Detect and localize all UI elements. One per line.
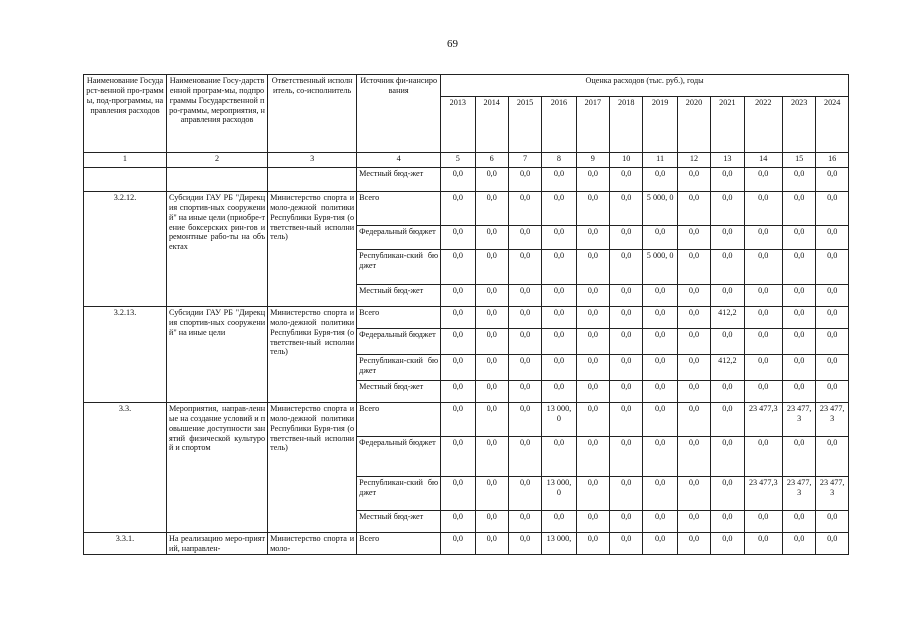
value-cell: 0,0 <box>576 355 609 381</box>
column-number: 13 <box>711 153 744 168</box>
value-cell: 0,0 <box>610 192 643 226</box>
value-cell: 0,0 <box>610 437 643 477</box>
value-cell: 23 477,3 <box>744 477 782 511</box>
row-code: 3.3. <box>84 403 167 533</box>
row-code: 3.3.1. <box>84 533 167 555</box>
funding-source: Всего <box>357 192 441 226</box>
value-cell: 0,0 <box>542 250 576 285</box>
value-cell: 0,0 <box>542 329 576 355</box>
value-cell: 0,0 <box>816 226 849 250</box>
value-cell: 0,0 <box>643 511 677 533</box>
value-cell: 0,0 <box>816 192 849 226</box>
value-cell: 0,0 <box>441 477 475 511</box>
year-header: 2014 <box>475 97 508 153</box>
row-activity-name: На реализацию меро-приятий, направлен- <box>166 533 267 555</box>
value-cell: 0,0 <box>744 511 782 533</box>
year-header: 2020 <box>677 97 710 153</box>
value-cell: 0,0 <box>542 381 576 403</box>
value-cell: 0,0 <box>441 168 475 192</box>
value-cell: 23 477, 3 <box>816 403 849 437</box>
column-number: 7 <box>508 153 541 168</box>
value-cell: 0,0 <box>508 307 541 329</box>
value-cell: 0,0 <box>816 355 849 381</box>
funding-source: Местный бюд-жет <box>357 285 441 307</box>
value-cell: 0,0 <box>576 192 609 226</box>
value-cell: 0,0 <box>744 168 782 192</box>
value-cell: 0,0 <box>782 437 815 477</box>
value-cell: 0,0 <box>475 381 508 403</box>
row-activity-name: Субсидии ГАУ РБ "Дирекция спортив-ных сооружений" на иные цели (приобре-тение боксерских рин-гов и ремонтные рабо-ты на объектах <box>166 192 267 307</box>
value-cell: 0,0 <box>677 533 710 555</box>
value-cell: 0,0 <box>711 511 744 533</box>
value-cell: 0,0 <box>542 168 576 192</box>
value-cell: 0,0 <box>475 192 508 226</box>
value-cell: 0,0 <box>816 511 849 533</box>
value-cell: 412,2 <box>711 307 744 329</box>
value-cell: 0,0 <box>711 226 744 250</box>
value-cell: 0,0 <box>782 168 815 192</box>
value-cell: 0,0 <box>508 192 541 226</box>
value-cell: 0,0 <box>441 226 475 250</box>
row-activity-name <box>166 168 267 192</box>
value-cell: 0,0 <box>677 307 710 329</box>
value-cell: 0,0 <box>610 533 643 555</box>
column-number: 9 <box>576 153 609 168</box>
value-cell: 0,0 <box>576 477 609 511</box>
value-cell: 0,0 <box>744 250 782 285</box>
value-cell: 0,0 <box>643 533 677 555</box>
year-header: 2019 <box>643 97 677 153</box>
value-cell: 0,0 <box>610 477 643 511</box>
value-cell: 0,0 <box>441 403 475 437</box>
value-cell: 0,0 <box>475 250 508 285</box>
value-cell: 0,0 <box>816 250 849 285</box>
value-cell: 0,0 <box>576 307 609 329</box>
funding-source: Всего <box>357 403 441 437</box>
row-executor: Министерство спорта и моло-дежной политики Республики Буря-тия (ответствен-ный исполнитель) <box>268 403 357 533</box>
column-number: 4 <box>357 153 441 168</box>
value-cell: 0,0 <box>816 329 849 355</box>
value-cell: 0,0 <box>711 437 744 477</box>
value-cell: 0,0 <box>610 511 643 533</box>
value-cell: 0,0 <box>441 437 475 477</box>
column-number: 14 <box>744 153 782 168</box>
year-header: 2024 <box>816 97 849 153</box>
value-cell: 0,0 <box>508 533 541 555</box>
column-number: 16 <box>816 153 849 168</box>
value-cell: 0,0 <box>508 381 541 403</box>
value-cell: 0,0 <box>643 437 677 477</box>
value-cell: 23 477,3 <box>744 403 782 437</box>
table-row <box>84 533 849 555</box>
value-cell: 0,0 <box>711 329 744 355</box>
value-cell: 0,0 <box>441 250 475 285</box>
column-number: 8 <box>542 153 576 168</box>
value-cell: 0,0 <box>576 381 609 403</box>
value-cell: 0,0 <box>475 403 508 437</box>
value-cell: 0,0 <box>744 226 782 250</box>
value-cell: 0,0 <box>508 285 541 307</box>
value-cell: 0,0 <box>576 329 609 355</box>
value-cell: 0,0 <box>576 533 609 555</box>
value-cell: 0,0 <box>576 285 609 307</box>
row-code <box>84 168 167 192</box>
column-number: 10 <box>610 153 643 168</box>
value-cell: 0,0 <box>711 403 744 437</box>
funding-source: Федеральный бюджет <box>357 437 441 477</box>
year-header: 2016 <box>542 97 576 153</box>
value-cell: 0,0 <box>711 250 744 285</box>
funding-source: Федеральный бюджет <box>357 329 441 355</box>
value-cell: 0,0 <box>610 403 643 437</box>
funding-source: Местный бюд-жет <box>357 168 441 192</box>
value-cell: 0,0 <box>475 477 508 511</box>
value-cell: 0,0 <box>643 381 677 403</box>
value-cell: 0,0 <box>508 250 541 285</box>
row-activity-name: Субсидии ГАУ РБ "Дирекция спортив-ных сооружений" на иные цели <box>166 307 267 403</box>
value-cell: 0,0 <box>816 285 849 307</box>
header-activity: Наименование Госу-дарственной програм-мы, подпрограммы Государственной про-граммы, мероприятия, направления расходов <box>166 75 267 153</box>
header-program: Наименование Государст-венной про-граммы, под-программы, направления расходов <box>84 75 167 153</box>
value-cell: 0,0 <box>744 355 782 381</box>
value-cell: 0,0 <box>677 477 710 511</box>
value-cell: 0,0 <box>816 437 849 477</box>
value-cell: 0,0 <box>744 285 782 307</box>
value-cell: 0,0 <box>744 329 782 355</box>
value-cell: 0,0 <box>711 477 744 511</box>
value-cell: 0,0 <box>441 533 475 555</box>
value-cell: 0,0 <box>576 168 609 192</box>
value-cell: 0,0 <box>782 226 815 250</box>
value-cell: 0,0 <box>744 437 782 477</box>
value-cell: 0,0 <box>816 307 849 329</box>
value-cell: 0,0 <box>816 533 849 555</box>
value-cell: 0,0 <box>782 307 815 329</box>
value-cell: 0,0 <box>610 329 643 355</box>
column-number: 3 <box>268 153 357 168</box>
value-cell: 0,0 <box>782 192 815 226</box>
funding-source: Местный бюд-жет <box>357 381 441 403</box>
value-cell: 0,0 <box>816 168 849 192</box>
value-cell: 0,0 <box>782 381 815 403</box>
value-cell: 0,0 <box>508 329 541 355</box>
value-cell: 0,0 <box>542 355 576 381</box>
funding-source: Всего <box>357 307 441 329</box>
value-cell: 0,0 <box>508 511 541 533</box>
column-number: 15 <box>782 153 815 168</box>
value-cell: 0,0 <box>643 355 677 381</box>
column-number: 6 <box>475 153 508 168</box>
value-cell: 0,0 <box>782 285 815 307</box>
value-cell: 0,0 <box>475 355 508 381</box>
value-cell: 13 000, 0 <box>542 477 576 511</box>
value-cell: 0,0 <box>475 226 508 250</box>
value-cell: 0,0 <box>441 192 475 226</box>
value-cell: 0,0 <box>677 329 710 355</box>
value-cell: 23 477, 3 <box>782 403 815 437</box>
value-cell: 0,0 <box>643 226 677 250</box>
value-cell: 0,0 <box>542 192 576 226</box>
value-cell: 0,0 <box>542 307 576 329</box>
value-cell: 0,0 <box>816 381 849 403</box>
value-cell: 0,0 <box>610 355 643 381</box>
value-cell: 23 477, 3 <box>816 477 849 511</box>
header-source: Источник фи-нансирования <box>357 75 441 153</box>
value-cell: 0,0 <box>610 168 643 192</box>
value-cell: 0,0 <box>643 168 677 192</box>
page-number: 69 <box>447 38 458 50</box>
value-cell: 0,0 <box>677 437 710 477</box>
value-cell: 0,0 <box>744 381 782 403</box>
funding-source: Республикан-ский бюджет <box>357 250 441 285</box>
row-executor: Министерство спорта и моло-дежной политики Республики Буря-тия (ответствен-ный исполнитель) <box>268 192 357 307</box>
value-cell: 0,0 <box>610 285 643 307</box>
header-row <box>84 75 849 97</box>
value-cell: 0,0 <box>542 285 576 307</box>
value-cell: 0,0 <box>576 437 609 477</box>
value-cell: 0,0 <box>677 511 710 533</box>
value-cell: 0,0 <box>643 285 677 307</box>
value-cell: 0,0 <box>610 250 643 285</box>
value-cell: 0,0 <box>610 381 643 403</box>
value-cell: 0,0 <box>508 355 541 381</box>
value-cell: 5 000, 0 <box>643 250 677 285</box>
table-row <box>84 403 849 437</box>
value-cell: 0,0 <box>782 355 815 381</box>
value-cell: 0,0 <box>610 307 643 329</box>
value-cell: 0,0 <box>475 329 508 355</box>
value-cell: 0,0 <box>475 511 508 533</box>
value-cell: 0,0 <box>711 168 744 192</box>
row-code: 3.2.13. <box>84 307 167 403</box>
value-cell: 412,2 <box>711 355 744 381</box>
value-cell: 0,0 <box>610 226 643 250</box>
value-cell: 0,0 <box>782 250 815 285</box>
value-cell: 0,0 <box>576 511 609 533</box>
value-cell: 0,0 <box>475 307 508 329</box>
value-cell: 0,0 <box>711 285 744 307</box>
value-cell: 0,0 <box>711 381 744 403</box>
value-cell: 0,0 <box>677 192 710 226</box>
row-executor: Министерство спорта и моло-дежной политики Республики Буря-тия (ответствен-ный исполнитель) <box>268 307 357 403</box>
value-cell: 0,0 <box>542 226 576 250</box>
value-cell: 13 000, 0 <box>542 403 576 437</box>
value-cell: 0,0 <box>508 437 541 477</box>
value-cell: 0,0 <box>475 285 508 307</box>
year-header: 2015 <box>508 97 541 153</box>
value-cell: 0,0 <box>677 168 710 192</box>
value-cell: 0,0 <box>475 533 508 555</box>
column-numbers-row <box>84 153 849 168</box>
row-executor <box>268 168 357 192</box>
table-row <box>84 307 849 329</box>
row-activity-name: Мероприятия, направ-ленные на создание условий и повышение доступности занятий физической культурой и спортом <box>166 403 267 533</box>
funding-source: Всего <box>357 533 441 555</box>
value-cell: 0,0 <box>782 533 815 555</box>
value-cell: 23 477, 3 <box>782 477 815 511</box>
funding-source: Федеральный бюджет <box>357 226 441 250</box>
value-cell: 0,0 <box>643 329 677 355</box>
value-cell: 13 000, <box>542 533 576 555</box>
year-header: 2013 <box>441 97 475 153</box>
value-cell: 0,0 <box>508 477 541 511</box>
value-cell: 0,0 <box>542 511 576 533</box>
column-number: 1 <box>84 153 167 168</box>
column-number: 12 <box>677 153 710 168</box>
row-code: 3.2.12. <box>84 192 167 307</box>
table-row <box>84 168 849 192</box>
header-executor: Ответственный исполнитель, со-исполнитель <box>268 75 357 153</box>
year-header: 2023 <box>782 97 815 153</box>
value-cell: 0,0 <box>677 403 710 437</box>
value-cell: 0,0 <box>711 533 744 555</box>
value-cell: 0,0 <box>677 381 710 403</box>
value-cell: 0,0 <box>744 192 782 226</box>
year-header: 2017 <box>576 97 609 153</box>
value-cell: 0,0 <box>441 381 475 403</box>
table-row <box>84 192 849 226</box>
value-cell: 0,0 <box>576 250 609 285</box>
value-cell: 0,0 <box>643 403 677 437</box>
value-cell: 0,0 <box>508 403 541 437</box>
value-cell: 0,0 <box>441 285 475 307</box>
value-cell: 0,0 <box>643 307 677 329</box>
value-cell: 0,0 <box>508 226 541 250</box>
column-number: 2 <box>166 153 267 168</box>
header-estimate: Оценка расходов (тыс. руб.), годы <box>441 75 849 97</box>
value-cell: 0,0 <box>677 226 710 250</box>
value-cell: 0,0 <box>508 168 541 192</box>
value-cell: 0,0 <box>441 355 475 381</box>
value-cell: 0,0 <box>576 226 609 250</box>
funding-source: Республикан-ский бюджет <box>357 355 441 381</box>
column-number: 5 <box>441 153 475 168</box>
value-cell: 0,0 <box>744 533 782 555</box>
funding-source: Местный бюд-жет <box>357 511 441 533</box>
value-cell: 0,0 <box>711 192 744 226</box>
value-cell: 0,0 <box>475 437 508 477</box>
row-executor: Министерство спорта и моло- <box>268 533 357 555</box>
value-cell: 0,0 <box>475 168 508 192</box>
value-cell: 0,0 <box>576 403 609 437</box>
value-cell: 0,0 <box>782 329 815 355</box>
value-cell: 0,0 <box>643 477 677 511</box>
value-cell: 0,0 <box>441 329 475 355</box>
year-header: 2018 <box>610 97 643 153</box>
year-header: 2022 <box>744 97 782 153</box>
value-cell: 0,0 <box>677 285 710 307</box>
value-cell: 5 000, 0 <box>643 192 677 226</box>
column-number: 11 <box>643 153 677 168</box>
expenditure-table <box>83 74 849 555</box>
value-cell: 0,0 <box>441 307 475 329</box>
value-cell: 0,0 <box>782 511 815 533</box>
value-cell: 0,0 <box>744 307 782 329</box>
funding-source: Республикан-ский бюджет <box>357 477 441 511</box>
value-cell: 0,0 <box>677 355 710 381</box>
value-cell: 0,0 <box>677 250 710 285</box>
value-cell: 0,0 <box>441 511 475 533</box>
value-cell: 0,0 <box>542 437 576 477</box>
year-header: 2021 <box>711 97 744 153</box>
